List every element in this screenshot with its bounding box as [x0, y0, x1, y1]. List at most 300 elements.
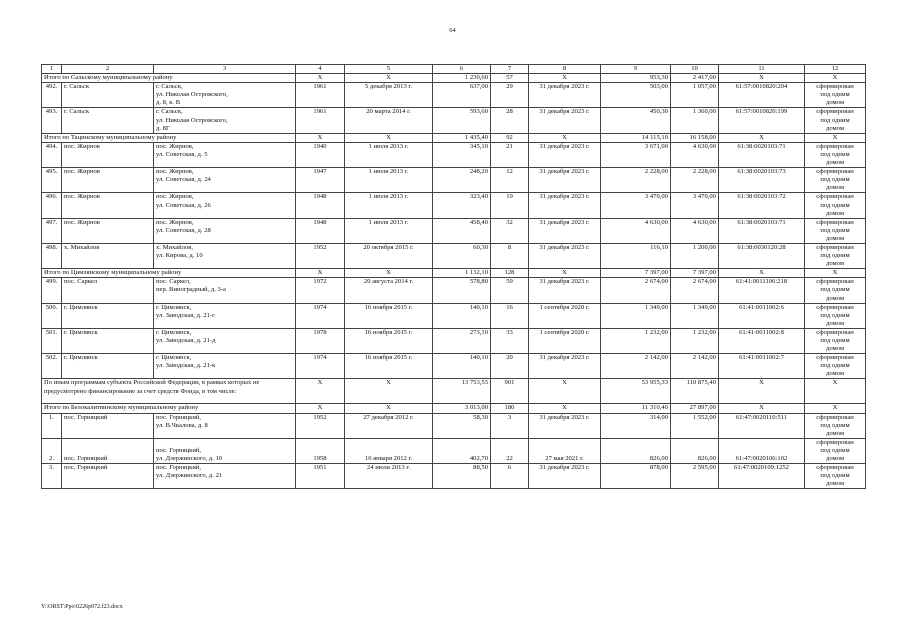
land-status-line: домом: [825, 234, 845, 242]
residents: 6: [491, 464, 529, 489]
subtotal-c10: 110 875,40: [671, 379, 719, 404]
subtotal-c10: 7 397,00: [671, 269, 719, 278]
address-line: ул. Заводская, д. 21-к: [156, 362, 216, 370]
subtotal-c9: 953,30: [601, 74, 671, 83]
subtotal-row: [42, 379, 866, 404]
table-row: [42, 354, 866, 379]
subtotal-c12: X: [805, 404, 866, 413]
subtotal-c12: X: [805, 269, 866, 278]
subtotal-row: [42, 404, 866, 413]
row-number: 1.: [42, 413, 62, 438]
residents: 16: [491, 303, 529, 328]
column-number-cell: 10: [671, 65, 719, 74]
relocation-area: 1 349,00: [601, 303, 671, 328]
address: [154, 303, 296, 328]
demolition-area: 2 228,00: [671, 168, 719, 193]
build-year: 1940: [296, 142, 345, 167]
address-line: пос. Жирнов,: [156, 168, 194, 176]
relocation-area: 1 232,00: [601, 328, 671, 353]
table-row: [42, 464, 866, 489]
land-status-line: домом: [825, 319, 845, 327]
recognition-date: 1 июля 2013 г.: [345, 193, 433, 218]
locality: пос. Жирнов: [62, 193, 154, 218]
housing-table: [41, 64, 866, 489]
residents: 32: [491, 218, 529, 243]
land-status: [805, 168, 866, 193]
relocation-date: 31 декабря 2023 г.: [529, 218, 601, 243]
land-status-line: под одним: [820, 286, 850, 294]
land-status-line: сформирован: [816, 168, 854, 176]
build-year: 1952: [296, 413, 345, 438]
land-status-line: под одним: [820, 421, 850, 429]
land-status-line: под одним: [820, 116, 850, 124]
area: 345,10: [433, 142, 491, 167]
row-number: 498.: [42, 243, 62, 268]
address-line: ул. Заводская, д. 21-г: [156, 311, 215, 319]
subtotal-c6: 13 753,55: [433, 379, 491, 404]
relocation-area: 116,10: [601, 243, 671, 268]
area: 88,50: [433, 464, 491, 489]
land-status-line: домом: [825, 99, 845, 107]
relocation-area: 3 671,00: [601, 142, 671, 167]
cadastral-number: 61:38:0020103:71: [719, 218, 805, 243]
row-number: 3.: [42, 464, 62, 489]
subtotal-c8: X: [529, 379, 601, 404]
locality: г. Цимлянск: [62, 303, 154, 328]
column-number-cell: 12: [805, 65, 866, 74]
land-status-line: под одним: [820, 176, 850, 184]
cadastral-number: 61:41:0011002:7: [719, 354, 805, 379]
locality: пос. Жирнов: [62, 168, 154, 193]
recognition-date: 5 декабря 2013 г.: [345, 83, 433, 108]
address-line: пер. Виноградный, д. 3-а: [156, 286, 226, 294]
demolition-area: 2 595,00: [671, 464, 719, 489]
address: [154, 354, 296, 379]
locality: пос. Саркел: [62, 278, 154, 303]
locality: пос. Жирнов: [62, 218, 154, 243]
demolition-area: 1 057,00: [671, 83, 719, 108]
build-year: 1961: [296, 83, 345, 108]
residents: 29: [491, 83, 529, 108]
land-status-line: домом: [825, 429, 845, 437]
address: [154, 168, 296, 193]
area: 578,80: [433, 278, 491, 303]
build-year: 1958: [296, 438, 345, 463]
recognition-date: 27 декабря 2012 г.: [345, 413, 433, 438]
subtotal-c9: 11 310,40: [601, 404, 671, 413]
row-number: 502.: [42, 354, 62, 379]
address: [154, 328, 296, 353]
demolition-area: 1 200,00: [671, 243, 719, 268]
row-number: 499.: [42, 278, 62, 303]
relocation-date: 31 декабря 2023 г.: [529, 278, 601, 303]
subtotal-c4: X: [296, 74, 345, 83]
recognition-date: 20 августа 2014 г.: [345, 278, 433, 303]
table-row: [42, 278, 866, 303]
area: 58,30: [433, 413, 491, 438]
address-line: пос. Жирнов,: [156, 193, 194, 201]
cadastral-number: 61:57:0010820:199: [719, 108, 805, 133]
land-status-line: под одним: [820, 201, 850, 209]
relocation-area: 3 470,00: [601, 193, 671, 218]
subtotal-label: Итого по Тацинскому муниципальному району: [42, 133, 296, 142]
subtotal-c9: 53 955,33: [601, 379, 671, 404]
residents: 12: [491, 168, 529, 193]
land-status-line: под одним: [820, 472, 850, 480]
address-line: пос. Горняцкий,: [156, 413, 202, 421]
table-row: [42, 413, 866, 438]
land-status-line: сформирован: [816, 303, 854, 311]
area: 273,10: [433, 328, 491, 353]
column-number-cell: 7: [491, 65, 529, 74]
recognition-date: 1 июля 2013 г.: [345, 168, 433, 193]
relocation-date: 31 декабря 2023 г.: [529, 168, 601, 193]
cadastral-number: 61:38:0030120:28: [719, 243, 805, 268]
subtotal-c7: 901: [491, 379, 529, 404]
area: 402,70: [433, 438, 491, 463]
area: 323,40: [433, 193, 491, 218]
address-line: д. 8Г: [156, 124, 170, 132]
demolition-area: 3 470,00: [671, 193, 719, 218]
locality: пос. Горняцкий: [62, 438, 154, 463]
build-year: 1974: [296, 354, 345, 379]
subtotal-label: По иным программам субъекта Российской Федерации, в рамках которых не предусмотрено финансирование за счет средств Фонда, в том числе:: [42, 379, 296, 404]
address-line: ул. Заводская, д. 21-д: [156, 337, 216, 344]
address-line: г. Сальск,: [156, 83, 183, 91]
subtotal-c5: X: [345, 404, 433, 413]
table-row: [42, 108, 866, 133]
address: [154, 438, 296, 463]
subtotal-c5: X: [345, 74, 433, 83]
land-status-line: сформирован: [816, 328, 854, 336]
residents: 20: [491, 354, 529, 379]
land-status-line: домом: [825, 159, 845, 167]
address: [154, 142, 296, 167]
address-line: д. 8, к. В: [156, 99, 181, 107]
relocation-date: 31 декабря 2023 г.: [529, 464, 601, 489]
address: [154, 83, 296, 108]
subtotal-c7: 180: [491, 404, 529, 413]
address: [154, 464, 296, 489]
build-year: 1947: [296, 168, 345, 193]
subtotal-c8: X: [529, 269, 601, 278]
column-number-cell: 9: [601, 65, 671, 74]
land-status-line: домом: [825, 184, 845, 192]
address-line: г. Сальск,: [156, 108, 183, 116]
land-status-line: сформирован: [816, 438, 854, 446]
land-status-line: сформирован: [816, 464, 854, 472]
locality: г. Цимлянск: [62, 328, 154, 353]
column-number-cell: 5: [345, 65, 433, 74]
subtotal-c11: X: [719, 269, 805, 278]
recognition-date: 1 июля 2013 г.: [345, 218, 433, 243]
table-row: [42, 218, 866, 243]
land-status-line: домом: [825, 209, 845, 217]
cadastral-number: 61:38:0020103:73: [719, 168, 805, 193]
subtotal-label: Итого по Сальскому муниципальному району: [42, 74, 296, 83]
subtotal-c12: X: [805, 74, 866, 83]
address-line: ул. Дзержинского, д. 21: [156, 472, 223, 480]
land-status: [805, 413, 866, 438]
column-number-cell: 1: [42, 65, 62, 74]
address-line: ул. Советская, д. 26: [156, 201, 211, 209]
locality: пос. Жирнов: [62, 142, 154, 167]
locality: пос. Горняцкий: [62, 413, 154, 438]
address: [154, 218, 296, 243]
land-status-line: домом: [825, 480, 845, 488]
build-year: 1974: [296, 303, 345, 328]
relocation-date: 31 декабря 2023 г.: [529, 193, 601, 218]
column-number-row: [42, 65, 866, 74]
page-number: 64: [449, 27, 456, 34]
address-line: пос. Горняцкий,: [156, 464, 202, 472]
residents: 22: [491, 438, 529, 463]
subtotal-c8: X: [529, 133, 601, 142]
cadastral-number: 61:41:0011002:8: [719, 328, 805, 353]
relocation-area: 503,00: [601, 83, 671, 108]
land-status-line: сформирован: [816, 413, 854, 421]
address-line: ул. Дзержинского, д. 10: [156, 455, 223, 463]
subtotal-c7: 57: [491, 74, 529, 83]
cadastral-number: 61:47:0020106:102: [719, 438, 805, 463]
land-status: [805, 193, 866, 218]
residents: 33: [491, 328, 529, 353]
address: [154, 193, 296, 218]
land-status: [805, 218, 866, 243]
subtotal-c10: 2 417,00: [671, 74, 719, 83]
address-line: г. Цимлянск,: [156, 354, 192, 362]
land-status: [805, 83, 866, 108]
address-line: ул. Советская, д. 24: [156, 176, 211, 184]
subtotal-c12: X: [805, 133, 866, 142]
land-status-line: сформирован: [816, 108, 854, 116]
area: 458,40: [433, 218, 491, 243]
demolition-area: 2 142,00: [671, 354, 719, 379]
locality: г. Цимлянск: [62, 354, 154, 379]
relocation-area: 2 674,00: [601, 278, 671, 303]
subtotal-c5: X: [345, 379, 433, 404]
build-year: 1951: [296, 464, 345, 489]
subtotal-c10: 16 158,00: [671, 133, 719, 142]
land-status: [805, 142, 866, 167]
land-status-line: под одним: [820, 362, 850, 370]
demolition-area: 1 349,00: [671, 303, 719, 328]
row-number: 496.: [42, 193, 62, 218]
demolition-area: 1 552,00: [671, 413, 719, 438]
column-number-cell: 3: [154, 65, 296, 74]
land-status-line: под одним: [820, 150, 850, 158]
address-line: пос. Саркел,: [156, 278, 191, 286]
relocation-area: 878,00: [601, 464, 671, 489]
area: 637,00: [433, 83, 491, 108]
relocation-date: 27 мая 2021 г.: [529, 438, 601, 463]
column-number-cell: 4: [296, 65, 345, 74]
address-line: ул. Кирова, д. 10: [156, 252, 203, 260]
locality: пос. Горняцкий: [62, 464, 154, 489]
relocation-area: 2 228,00: [601, 168, 671, 193]
subtotal-c10: 27 897,00: [671, 404, 719, 413]
subtotal-c4: X: [296, 133, 345, 142]
column-number-cell: 6: [433, 65, 491, 74]
subtotal-c9: 14 115,10: [601, 133, 671, 142]
subtotal-c6: 1 435,40: [433, 133, 491, 142]
cadastral-number: 61:57:0010820:204: [719, 83, 805, 108]
land-status-line: домом: [825, 455, 845, 463]
land-status-line: сформирован: [816, 83, 854, 91]
subtotal-row: [42, 133, 866, 142]
land-status: [805, 278, 866, 303]
address-line: ул. Советская, д. 5: [156, 150, 208, 158]
column-number-cell: 11: [719, 65, 805, 74]
land-status-line: домом: [825, 294, 845, 302]
address-line: г. Цимлянск,: [156, 303, 192, 311]
land-status-line: домом: [825, 370, 845, 378]
address-line: пос. Жирнов,: [156, 142, 194, 150]
residents: 19: [491, 193, 529, 218]
address-line: ул. Николая Островского,: [156, 91, 228, 99]
relocation-date: 31 декабря 2023 г.: [529, 413, 601, 438]
row-number: 492.: [42, 83, 62, 108]
cadastral-number: 61:47:0020110:511: [719, 413, 805, 438]
cadastral-number: 61:41:0011002:6: [719, 303, 805, 328]
relocation-date: 1 сентября 2020 г.: [529, 328, 601, 353]
subtotal-c12: X: [805, 379, 866, 404]
row-number: 2.: [42, 438, 62, 463]
residents: 8: [491, 243, 529, 268]
land-status-line: под одним: [820, 311, 850, 319]
address: [154, 278, 296, 303]
subtotal-row: [42, 74, 866, 83]
locality: г. Сальск: [62, 108, 154, 133]
table-row: [42, 83, 866, 108]
cadastral-number: 61:47:0020109:1252: [719, 464, 805, 489]
subtotal-c6: 1 230,60: [433, 74, 491, 83]
build-year: 1948: [296, 218, 345, 243]
address-line: пос. Жирнов,: [156, 218, 194, 226]
recognition-date: 16 ноября 2015 г.: [345, 328, 433, 353]
land-status: [805, 438, 866, 463]
area: 140,10: [433, 303, 491, 328]
relocation-area: 4 630,00: [601, 218, 671, 243]
subtotal-row: [42, 269, 866, 278]
subtotal-c9: 7 397,00: [601, 269, 671, 278]
relocation-date: 31 декабря 2023 г.: [529, 354, 601, 379]
land-status-line: под одним: [820, 91, 850, 99]
residents: 59: [491, 278, 529, 303]
recognition-date: 24 июля 2013 г.: [345, 464, 433, 489]
table-row: [42, 438, 866, 463]
file-path-footer: Y:\ORST\Ppo\0226p072.f23.docx: [41, 604, 123, 610]
residents: 28: [491, 108, 529, 133]
residents: 21: [491, 142, 529, 167]
address-line: ул. Советская, д. 28: [156, 226, 211, 234]
subtotal-c5: X: [345, 269, 433, 278]
recognition-date: 20 октября 2015 г.: [345, 243, 433, 268]
demolition-area: 4 630,00: [671, 218, 719, 243]
subtotal-c11: X: [719, 379, 805, 404]
relocation-date: 31 декабря 2023 г.: [529, 108, 601, 133]
address-line: г. Цимлянск,: [156, 328, 192, 336]
build-year: 1952: [296, 243, 345, 268]
address-line: х. Михайлов,: [156, 243, 193, 251]
relocation-date: 1 сентября 2020 г.: [529, 303, 601, 328]
land-status: [805, 328, 866, 353]
subtotal-c11: X: [719, 74, 805, 83]
area: 593,60: [433, 108, 491, 133]
address: [154, 108, 296, 133]
subtotal-c11: X: [719, 133, 805, 142]
demolition-area: 1 232,00: [671, 328, 719, 353]
build-year: 1972: [296, 278, 345, 303]
residents: 3: [491, 413, 529, 438]
row-number: 500.: [42, 303, 62, 328]
address-line: ул. Николая Островского,: [156, 116, 228, 124]
recognition-date: 16 января 2012 г.: [345, 438, 433, 463]
area: 60,30: [433, 243, 491, 268]
address-line: ул. В.Чкалова, д. 8: [156, 421, 208, 429]
locality: х. Михайлов: [62, 243, 154, 268]
recognition-date: 20 марта 2014 г.: [345, 108, 433, 133]
demolition-area: 826,00: [671, 438, 719, 463]
subtotal-c7: 128: [491, 269, 529, 278]
relocation-area: 314,00: [601, 413, 671, 438]
land-status-line: сформирован: [816, 243, 854, 251]
subtotal-c4: X: [296, 269, 345, 278]
cadastral-number: 61:38:0020103:71: [719, 142, 805, 167]
subtotal-c8: X: [529, 74, 601, 83]
recognition-date: 1 июля 2013 г.: [345, 142, 433, 167]
table-row: [42, 243, 866, 268]
land-status: [805, 354, 866, 379]
land-status-line: сформирован: [816, 142, 854, 150]
subtotal-label: Итого по Белокалитвинскому муниципальному району: [42, 404, 296, 413]
cadastral-number: 61:38:0020103:72: [719, 193, 805, 218]
row-number: 494.: [42, 142, 62, 167]
land-status-line: сформирован: [816, 218, 854, 226]
area: 140,10: [433, 354, 491, 379]
land-status-line: под одним: [820, 446, 850, 454]
row-number: 495.: [42, 168, 62, 193]
subtotal-c8: X: [529, 404, 601, 413]
relocation-area: 450,30: [601, 108, 671, 133]
land-status-line: под одним: [820, 337, 850, 344]
column-number-cell: 2: [62, 65, 154, 74]
address-line: пос. Горняцкий,: [156, 446, 202, 454]
subtotal-c4: X: [296, 404, 345, 413]
land-status: [805, 108, 866, 133]
subtotal-label: Итого по Цимлянскому муниципальному району: [42, 269, 296, 278]
relocation-date: 31 декабря 2023 г.: [529, 83, 601, 108]
land-status: [805, 464, 866, 489]
table-row: [42, 328, 866, 353]
row-number: 501.: [42, 328, 62, 353]
locality: г. Сальск: [62, 83, 154, 108]
relocation-area: 2 142,00: [601, 354, 671, 379]
build-year: 1948: [296, 193, 345, 218]
row-number: 493.: [42, 108, 62, 133]
land-status: [805, 243, 866, 268]
subtotal-c6: 3 013,00: [433, 404, 491, 413]
area: 248,20: [433, 168, 491, 193]
recognition-date: 16 ноября 2015 г.: [345, 354, 433, 379]
demolition-area: 4 630,00: [671, 142, 719, 167]
subtotal-c5: X: [345, 133, 433, 142]
land-status-line: домом: [825, 124, 845, 132]
land-status-line: домом: [825, 260, 845, 268]
table-row: [42, 168, 866, 193]
table-row: [42, 142, 866, 167]
build-year: 1961: [296, 108, 345, 133]
